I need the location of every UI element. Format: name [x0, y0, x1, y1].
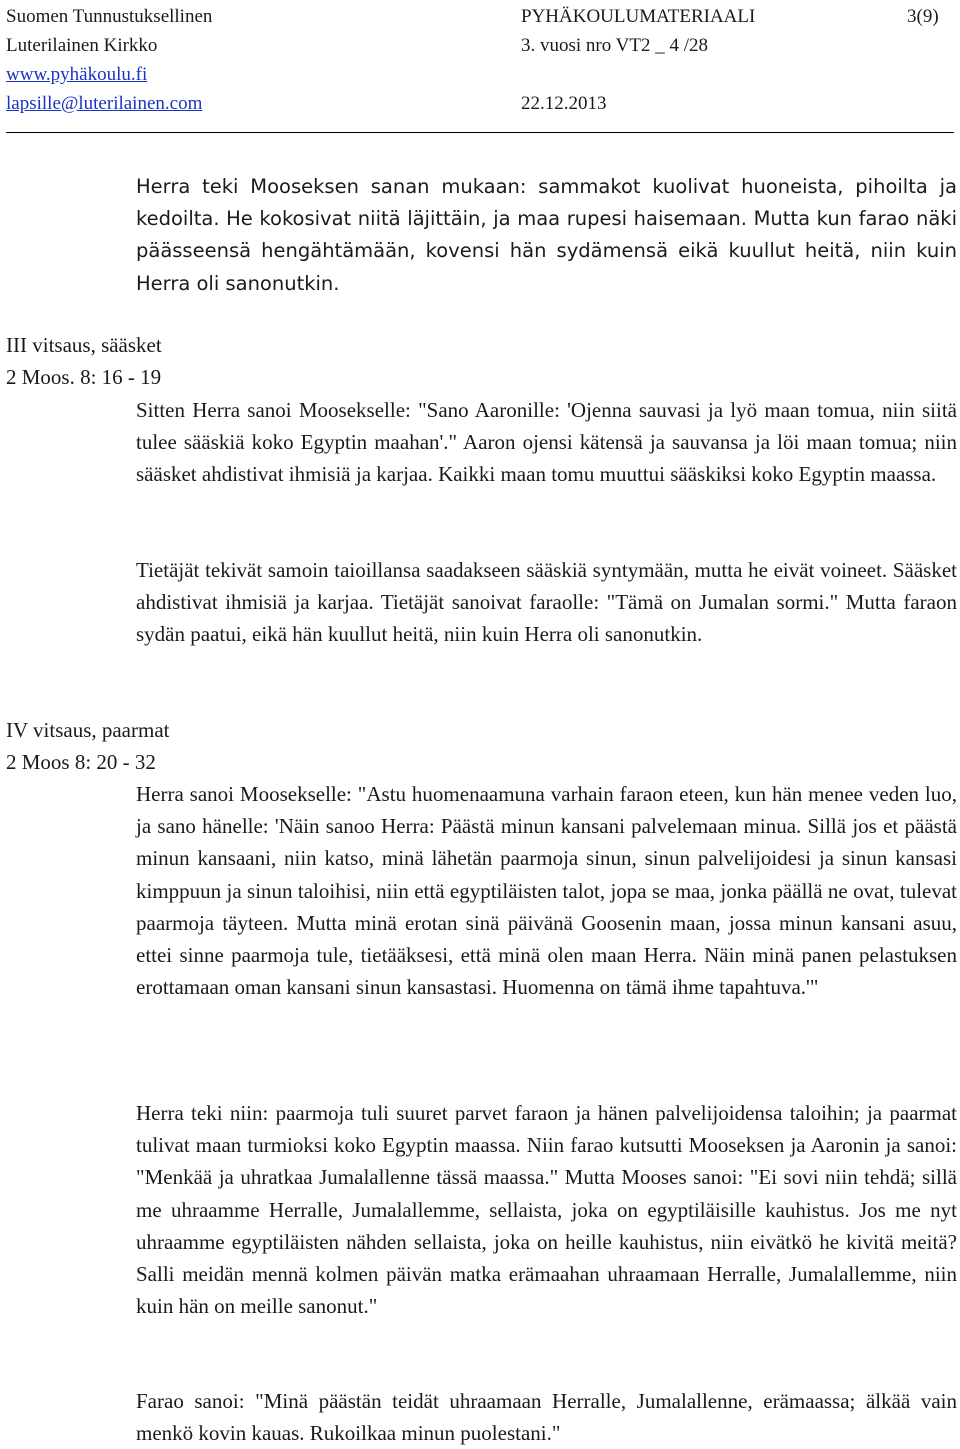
section-4-title: IV vitsaus, paarmat — [6, 718, 170, 742]
section-4-paragraph-3: Farao sanoi: "Minä päästän teidät uhraamaan Herralle, Jumalallenne, erämaassa; älkää vain menkö kovin kauas. Rukoilkaa minun puolestani." — [136, 1389, 957, 1446]
header-left-column — [6, 2, 212, 118]
header-right-column — [907, 2, 939, 31]
header-divider — [6, 132, 954, 133]
material-title: PYHÄKOULUMATERIAALI — [521, 6, 756, 27]
section-4-paragraph-1: Herra sanoi Moosekselle: "Astu huomenaamuna varhain faraon eteen, kun hän menee veden luo, ja sano hänelle: 'Näin sanoo Herra: Päästä minun kansani palvelemaan minua. Sillä jos et päästä minun kansaani, niin katso, minä lähetän paarmoja sinun, sinun palvelijoidesi ja sinun kansasi kimppuun ja sinun taloihisi, niin että egyptiläisten talot, jopa se maa, jonka päällä ne ovat, tulevat paarmoja täyteen. Mutta minä erotan sinä päivänä Goosenin maan, jossa minun kansani asuu, ettei sinne paarmoja tule, tietääksesi, että minä olen maan Herra. Näin minä panen pelastuksen erottamaan oman kansani sinun kansastasi. Huomenna on tämä ihme tapahtuva.'" — [136, 782, 957, 1000]
organization-name-line2: Luterilainen Kirkko — [6, 35, 158, 56]
organization-name-line1: Suomen Tunnustuksellinen — [6, 6, 213, 27]
website-link[interactable]: www.pyhäkoulu.fi — [6, 64, 148, 85]
section-4-paragraph-2-block — [136, 1097, 957, 1322]
section-3-paragraph-2: Tietäjät tekivät samoin taioillansa saadakseen sääskiä syntymään, mutta he eivät voineet. Sääsket ahdistivat ihmisiä ja karjaa. Tietäjät sanoivat faraolle: "Tämä on Jumalan sormi." Mutta faraon sydän paatui, eikä hän kuullut heitä, niin kuin Herra oli sanonutkin. — [136, 558, 957, 647]
page-number: 3(9) — [907, 6, 939, 27]
lesson-number: 3. vuosi nro VT2 _ 4 /28 — [521, 35, 709, 56]
intro-paragraph-block — [136, 171, 957, 300]
section-3-paragraph-2-block — [136, 554, 957, 651]
section-3-reference: 2 Moos. 8: 16 - 19 — [6, 365, 162, 389]
section-3-title: III vitsaus, sääsket — [6, 333, 162, 357]
section-3-paragraph-1: Sitten Herra sanoi Moosekselle: "Sano Aaronille: 'Ojenna sauvasi ja lyö maan tomua, niin siitä tulee sääskiä koko Egyptin maahan'." Aaron ojensi kätensä ja sauvansa ja löi maan tomua; niin sääsket ahdistivat ihmisiä ja karjaa. Kaikki maan tomu muuttui sääskiksi koko Egyptin maassa. — [136, 398, 957, 487]
section-4-paragraph-1-block — [136, 778, 957, 1003]
section-3-paragraph-1-block — [136, 394, 957, 491]
section-4-reference: 2 Moos 8: 20 - 32 — [6, 750, 156, 774]
header-middle-column — [521, 2, 755, 118]
header-spacer — [521, 60, 755, 89]
section-4-paragraph-2: Herra teki niin: paarmoja tuli suuret parvet faraon ja hänen palvelijoidensa taloihin; ja paarmat tulivat maan turmioksi koko Egyptin maassa. Niin farao kutsutti Mooseksen ja Aaronin ja sanoi: "Menkää ja uhratkaa Jumalallenne tässä maassa." Mutta Mooses sanoi: "Ei sovi niin tehdä; sillä me uhraamme Herralle, Jumalallemme, sellaista, joka on egyptiläisille kauhistus. Jos me nyt uhraamme egyptiläisten nähden sellaista, joka on heille kauhistus, niin eivätkö he kivitä meitä? Salli meidän mennä kolmen päivän matka erämaahan uhraamaan Herralle, Jumalallemme, niin kuin hän on meille sanonut." — [136, 1101, 957, 1319]
page-header — [0, 0, 960, 114]
email-link[interactable]: lapsille@luterilainen.com — [6, 93, 203, 114]
intro-paragraph: Herra teki Mooseksen sanan mukaan: sammakot kuolivat huoneista, pihoilta ja kedoilta. He kokosivat niitä läjittäin, ja maa rupesi haisemaan. Mutta kun farao näki päässeensä hengähtämään, kovensi hän sydämensä eikä kuullut heitä, niin kuin Herra oli sanonutkin. — [136, 175, 957, 295]
section-4-paragraph-3-block — [136, 1385, 957, 1449]
document-date: 22.12.2013 — [521, 93, 607, 114]
